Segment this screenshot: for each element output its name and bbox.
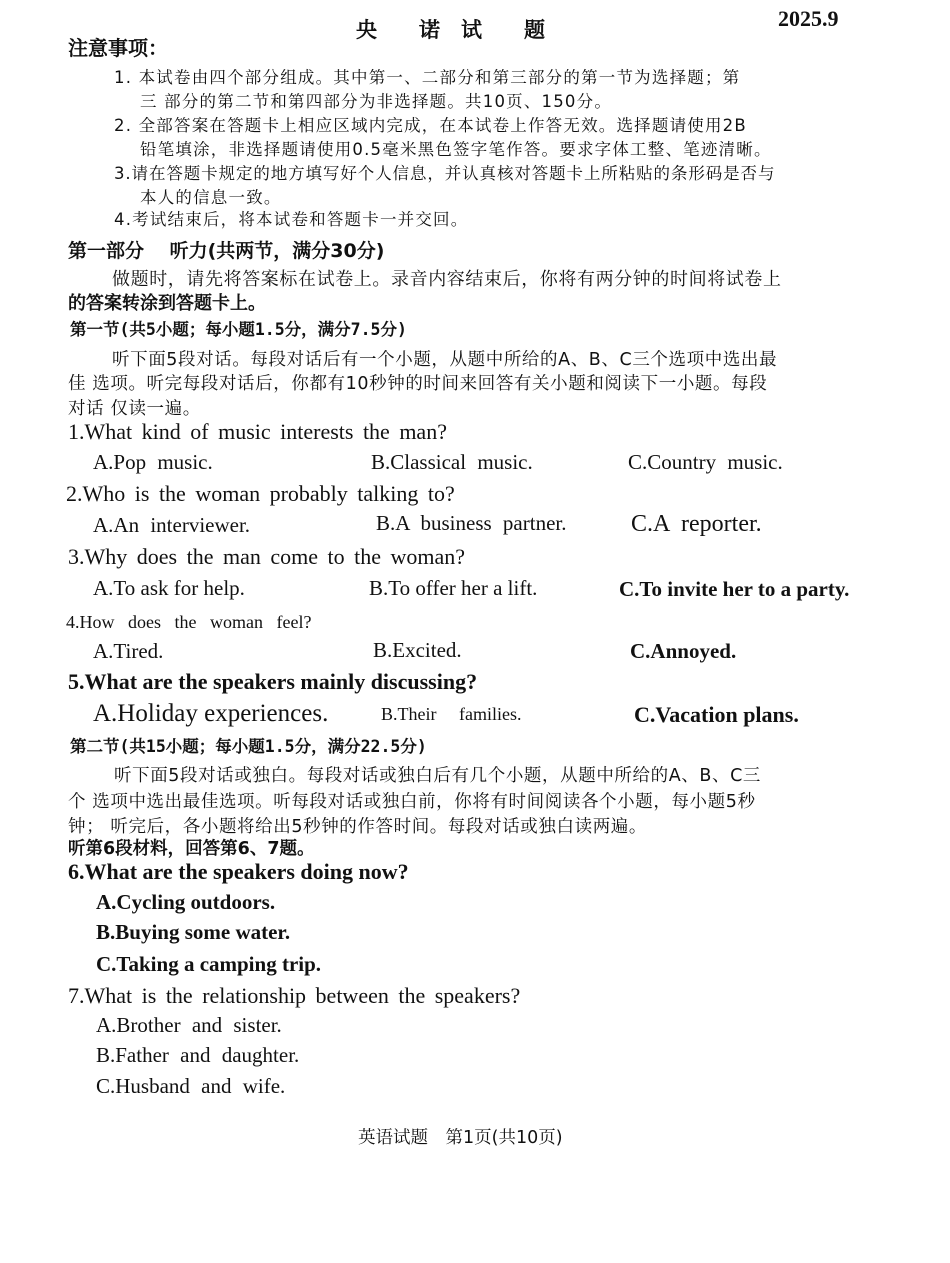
section2-directions-line: 钟； 听完后，各小题将给出5秒钟的作答时间。每段对话或独白读两遍。 xyxy=(68,817,647,837)
question-3-stem: 3.Why does the man come to the woman? xyxy=(68,544,466,569)
part1-intro-line2: 的答案转涂到答题卡上。 xyxy=(68,293,266,314)
section1-directions-line: 佳 选项。听完每段对话后，你都有10秒钟的时间来回答有关小题和阅读下一小题。每段 xyxy=(68,374,768,394)
question-1-option-c: C.Country music. xyxy=(628,450,783,474)
question-2-option-a: A.An interviewer. xyxy=(93,513,251,537)
notice-line: 三 部分的第二节和第四部分为非选择题。共10页、150分。 xyxy=(140,92,613,111)
notice-line: 1. 本试卷由四个部分组成。其中第一、二部分和第三部分的第一节为选择题；第 xyxy=(114,68,741,87)
question-6-stem: 6.What are the speakers doing now? xyxy=(68,859,409,884)
question-1-option-a: A.Pop music. xyxy=(93,450,213,474)
question-7-option-b: B.Father and daughter. xyxy=(96,1043,300,1067)
section1-heading: 第一节(共5小题；每小题1.5分，满分7.5分) xyxy=(70,320,407,339)
question-1-stem: 1.What kind of music interests the man? xyxy=(68,419,447,444)
section1-directions-line: 听下面5段对话。每段对话后有一个小题，从题中所给的A、B、C三个选项中选出最 xyxy=(112,350,778,370)
notice-line: 铅笔填涂，非选择题请使用0.5毫米黑色签字笔作答。要求字体工整、笔迹清晰。 xyxy=(140,140,772,159)
question-4-option-a: A.Tired. xyxy=(93,639,164,663)
question-7-stem: 7.What is the relationship between the speakers? xyxy=(68,983,521,1008)
exam-title: 央 诺 试 题 xyxy=(356,18,545,42)
question-6-option-c: C.Taking a camping trip. xyxy=(96,952,322,976)
notice-line: 3.请在答题卡规定的地方填写好个人信息，并认真核对答题卡上所粘贴的条形码是否与 xyxy=(114,164,776,183)
page-footer: 英语试题 第1页(共10页) xyxy=(358,1128,563,1148)
question-1-option-b: B.Classical music. xyxy=(371,450,533,474)
question-2-stem: 2.Who is the woman probably talking to? xyxy=(66,481,455,506)
section1-directions-line: 对话 仅读一遍。 xyxy=(68,399,201,419)
material-6-heading: 听第6段材料，回答第6、7题。 xyxy=(68,839,315,859)
section2-heading: 第二节(共15小题；每小题1.5分，满分22.5分) xyxy=(70,737,427,756)
question-6-option-b: B.Buying some water. xyxy=(96,920,291,944)
question-2-option-c: C.A reporter. xyxy=(631,511,762,537)
part1-heading: 第一部分 听力(共两节，满分30分) xyxy=(68,240,385,262)
question-3-option-b: B.To offer her a lift. xyxy=(369,576,538,600)
question-7-option-a: A.Brother and sister. xyxy=(96,1013,282,1037)
question-2-option-b: B.A business partner. xyxy=(376,511,567,535)
notice-line: 本人的信息一致。 xyxy=(140,188,282,207)
question-4-stem: 4.How does the woman feel? xyxy=(66,612,312,632)
part1-intro-line1: 做题时，请先将答案标在试卷上。录音内容结束后，你将有两分钟的时间将试卷上 xyxy=(112,269,782,290)
question-5-stem: 5.What are the speakers mainly discussing? xyxy=(68,669,478,694)
question-4-option-c: C.Annoyed. xyxy=(630,639,737,663)
question-7-option-c: C.Husband and wife. xyxy=(96,1074,286,1098)
section2-directions-line: 个 选项中选出最佳选项。听每段对话或独白前，你将有时间阅读各个小题，每小题5秒 xyxy=(68,792,756,812)
question-4-option-b: B.Excited. xyxy=(373,638,462,662)
question-3-option-c: C.To invite her to a party. xyxy=(619,577,850,601)
question-5-option-a: A.Holiday experiences. xyxy=(93,700,329,727)
notice-line: 2. 全部答案在答题卡上相应区域内完成，在本试卷上作答无效。选择题请使用2B xyxy=(114,116,747,135)
question-3-option-a: A.To ask for help. xyxy=(93,576,245,600)
question-5-option-c: C.Vacation plans. xyxy=(634,702,799,727)
notice-line: 4.考试结束后，将本试卷和答题卡一并交回。 xyxy=(114,210,469,229)
section2-directions-line: 听下面5段对话或独白。每段对话或独白后有几个小题，从题中所给的A、B、C三 xyxy=(114,766,762,786)
question-5-option-b: B.Their families. xyxy=(381,704,522,724)
exam-date: 2025.9 xyxy=(778,6,839,31)
notice-title: 注意事项： xyxy=(68,36,168,60)
question-6-option-a: A.Cycling outdoors. xyxy=(96,890,276,914)
